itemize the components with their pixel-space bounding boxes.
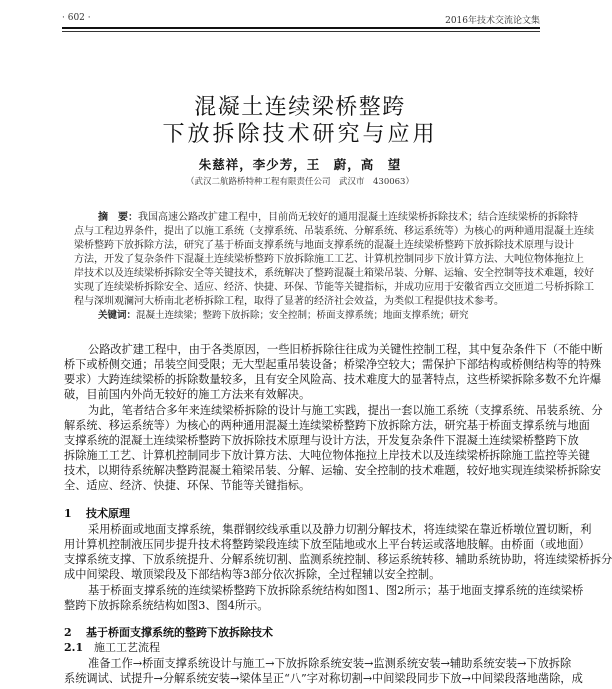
text-line: 破，目前国内外尚无较好的施工方法来有效解决。 [64, 388, 311, 402]
text-line: 整跨下放拆除系统结构如图3、图4所示。 [64, 598, 269, 612]
intro-paragraph-2 [64, 403, 603, 494]
text-line: 支撑系统支撑、下放系统提升、分解系统切割、监测系统控制、移运系统转移、辅助系统协助，将连续梁桥拆分 [64, 553, 612, 567]
section-2-heading: 2 基于桥面支撑系统的整跨下放拆除技术 [64, 626, 273, 639]
text-line: 准备工作→桥面支撑系统设计与施工→下放拆除系统安装→监测系统安装→辅助系统安装→下放拆除 [88, 656, 572, 670]
abstract-line: 岸技术以及连续梁桥拆除安全等关键技术，系统解决了整跨混凝土箱梁吊装、分解、运输、安全控制等技术难题，较好 [74, 268, 594, 279]
subsection-2-1-heading: 2.1 施工工艺流程 [64, 641, 160, 654]
affiliation: （武汉二航路桥特种工程有限责任公司 武汉市 430063） [186, 177, 414, 187]
text-line: 用计算机控制液压同步提升技术将整跨梁段连续下放至陆地或水上平台转运或落地肢解。由桥面（或地面） [64, 538, 590, 552]
abstract-line: 摘 要：我国高速公路改扩建工程中，目前尚无较好的通用混凝土连续梁桥拆除技术；结合连续梁桥的拆除特 [98, 212, 578, 223]
header-rule-thin [62, 31, 540, 32]
abstract-line: 实现了连续梁桥拆除安全、适应、经济、快捷、环保、节能等关键指标，并成功应用于安徽省西立交匝道二号桥拆除工 [74, 282, 594, 293]
abstract-line: 方法，开发了复杂条件下混凝土连续梁桥整跨下放拆除施工工艺、计算机控制同步下放计算方法、大吨位物体拖拉上 [74, 254, 584, 265]
abstract [74, 211, 594, 309]
text-line: 系统调试、试提升→分解系统安装→梁体呈正“八”字对称切割→中间梁段同步下放→中间梁段落地凿除，成 [64, 671, 583, 685]
page-number: · 602 · [62, 13, 91, 23]
text-line: 拆除施工工艺、计算机控制同步下放计算方法、大吨位物体拖拉上岸技术以及连续梁桥拆除施工监控等关键 [64, 448, 590, 462]
authors: 朱慈祥，李少芳，王 蔚，高 望 [198, 157, 402, 172]
abstract-line: 点与工程边界条件，提出了以施工系统（支撑系统、吊装系统、分解系统、移运系统等）为核心的两种通用混凝土连续 [74, 226, 594, 237]
keywords-label: 关键词： [98, 310, 137, 321]
section-1-paragraph-1 [64, 522, 612, 582]
abstract-label: 摘 要： [98, 212, 138, 223]
keywords: 关键词：混凝土连续梁；整跨下放拆除；安全控制；桥面支撑系统；地面支撑系统；研究 [98, 310, 469, 321]
text-line: 公路改扩建工程中，由于各类原因，一些旧桥拆除往往成为关键性控制工程，其中复杂条件下（不能中断 [88, 343, 603, 356]
section-2-paragraph-1 [64, 656, 583, 686]
paper-title-line2: 下放拆除技术研究与应用 [162, 122, 438, 147]
intro-paragraph-1 [64, 342, 603, 402]
header-rule [62, 27, 540, 29]
text-line: 支撑系统的混凝土连续梁桥整跨下放拆除技术原理与设计方法，开发复杂条件下混凝土连续梁桥整跨下放 [64, 433, 579, 447]
running-header: 2016年技术交流论文集 [445, 16, 540, 26]
paper-title-line1: 混凝土连续梁桥整跨 [194, 95, 406, 120]
text-line: 解系统、移运系统等）为核心的两种通用混凝土连续梁桥整跨下放拆除方法，研究基于桥面支撑系统与地面 [64, 418, 590, 432]
section-1-heading: 1 技术原理 [64, 507, 130, 520]
text-line: 技术，以期待系统解决整跨混凝土箱梁吊装、分解、运输、安全控制的技术难题，较好地实现连续梁桥拆除安 [64, 463, 602, 477]
text-line: 成中间梁段、墩顶梁段及下部结构等3部分依次拆除，全过程辅以安全控制。 [64, 568, 441, 582]
text-line: 全、适应、经济、快捷、环保、节能等关键指标。 [64, 478, 311, 492]
text-line: 桥下或桥侧交通；吊装空间受限；无大型起重吊装设备；桥梁净空较大；需保护下部结构或桥侧结构等的特殊 [64, 358, 602, 372]
text-line: 采用桥面或地面支撑系统，集群钢绞线承重以及静力切割分解技术，将连续梁在靠近桥墩位置切断，利 [88, 523, 592, 536]
text-line: 基于桥面支撑系统的连续梁桥整跨下放拆除系统结构如图1、图2所示；基于地面支撑系统的连续梁桥 [88, 583, 584, 597]
text-line: 为此，笔者结合多年来连续梁桥拆除的设计与施工实践，提出一套以施工系统（支撑系统、吊装系统、分 [88, 403, 603, 417]
section-1-paragraph-2 [64, 583, 584, 613]
abstract-line: 程与深圳观澜河大桥南北老桥拆除工程，取得了显著的经济社会效益，为类似工程提供技术参考。 [74, 296, 504, 307]
abstract-line: 梁桥整跨下放拆除方法，研究了基于桥面支撑系统与地面支撑系统的混凝土连续梁桥整跨下放拆除技术原理与设计 [74, 240, 574, 251]
text-line: 要求）大跨连续梁桥的拆除数量较多，且有安全风险高、技术难度大的显著特点，这些桥梁拆除多数不允许爆 [64, 373, 602, 387]
